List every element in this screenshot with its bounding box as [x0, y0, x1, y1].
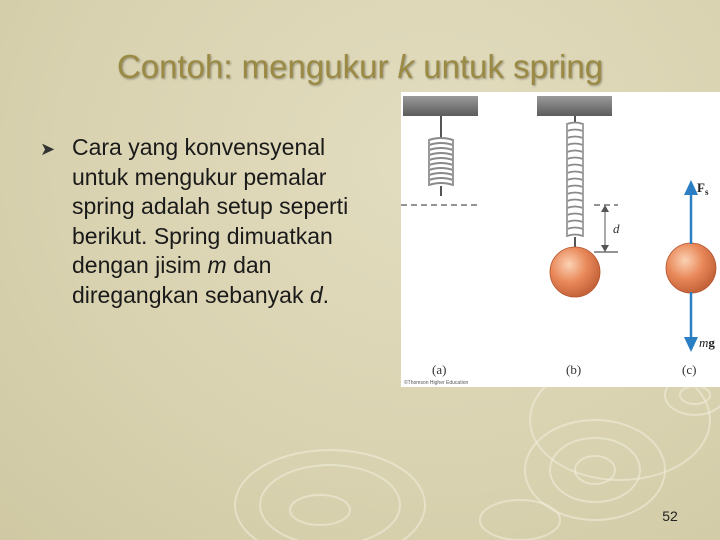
spring-a	[429, 138, 453, 186]
mg-label: mg	[699, 335, 715, 350]
label-b: (b)	[566, 362, 582, 377]
bullet-text-m: m	[207, 252, 227, 278]
fs-label: $F_s$	[697, 180, 709, 197]
title-text-k: k	[397, 48, 415, 85]
bullet-text-1: Cara yang konvensyenal untuk mengukur pemalar spring adalah setup seperti berikut. Spring dimuatkan dengan jisim	[72, 134, 349, 278]
label-a: (a)	[432, 362, 447, 377]
spring-b	[567, 123, 583, 238]
bullet-text-3: .	[322, 281, 330, 308]
bullet-text-2: dan diregangkan sebanyak	[72, 252, 310, 308]
mass-ball-b	[550, 247, 600, 297]
mass-ball-c	[666, 243, 716, 293]
title-text-before: Contoh: mengukur	[116, 48, 398, 85]
ceiling-a	[403, 96, 478, 116]
bullet-text-d: d	[309, 281, 323, 308]
ceiling-b	[537, 96, 612, 116]
slide-title	[0, 48, 720, 86]
d-label: d	[613, 221, 620, 236]
bullet-text	[72, 133, 355, 310]
spring-figure	[401, 92, 720, 387]
title-text-after: untuk spring	[414, 48, 604, 85]
label-c: (c)	[682, 362, 697, 377]
page-number: 52	[662, 508, 678, 524]
arrow-bullet-icon: ➤	[40, 139, 56, 159]
bullet-item	[40, 133, 355, 310]
copyright-text: ©Thomson Higher Education	[404, 380, 469, 386]
